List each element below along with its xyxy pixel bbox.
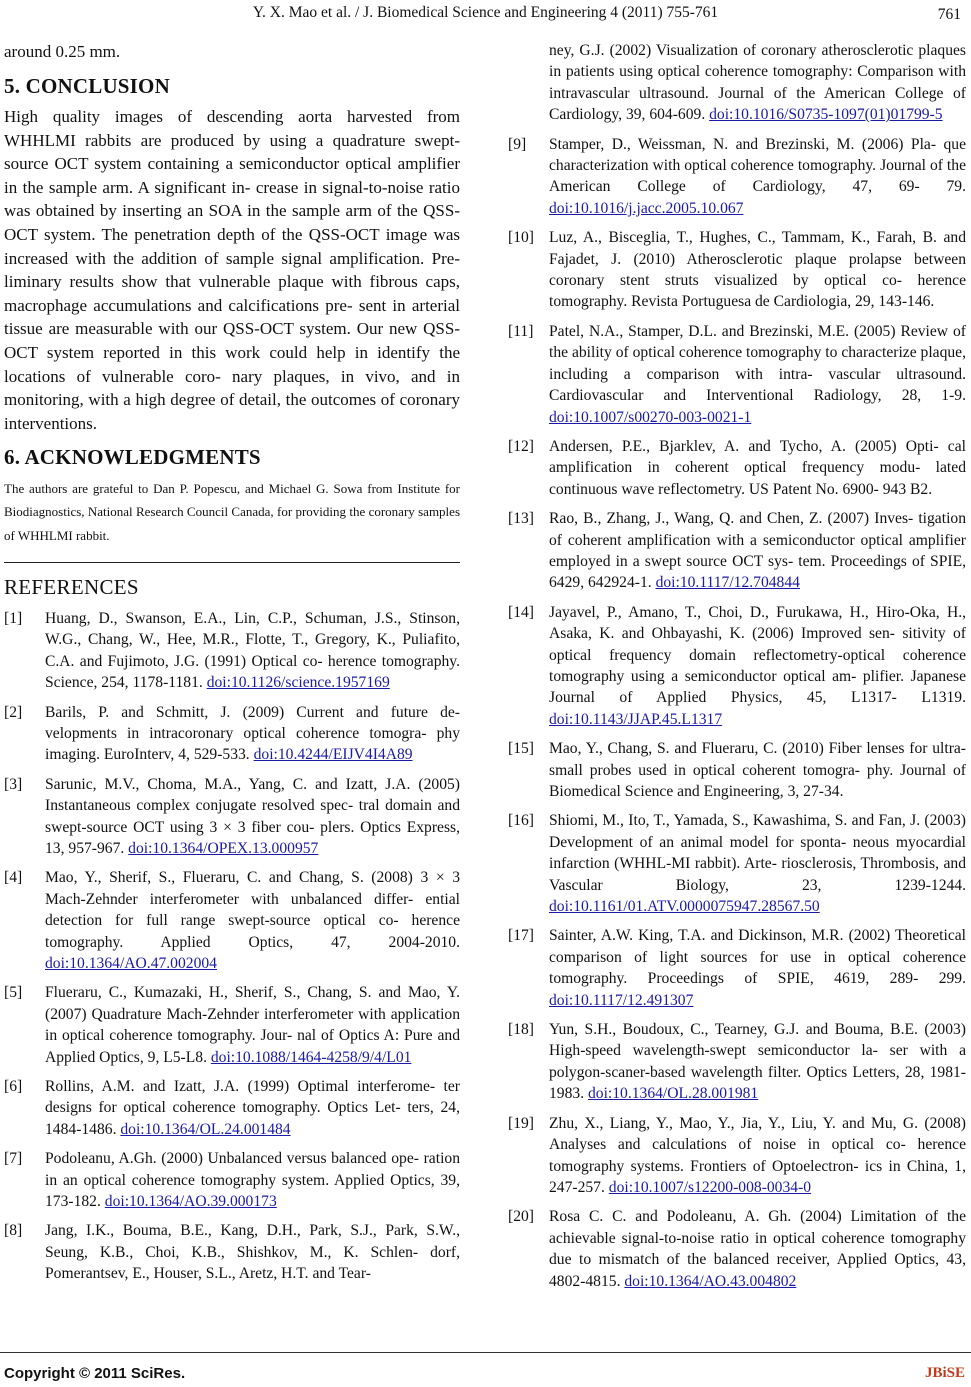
reference-text: Huang, D., Swanson, E.A., Lin, C.P., Schuman, J.S., Stinson, W.G., Chang, W., Hee, M.R., Flotte, T., Gregory, K., Puliafito, C.A. and Fujimoto, J.G. (1991) Optical co- herence tomography. Science, 254, 1178-1181. xyxy=(45,609,460,692)
reference-item xyxy=(4,1148,460,1212)
reference-item xyxy=(508,321,966,428)
conclusion-text: High quality images of descending aorta harvested from WHHLMI rabbits are produced by using a quadrature swept-source OCT system containing a semiconductor optical amplifier in the sample arm. A significant in- crease in signal-to-noise ratio was obtained by inserting an SOA in the sample arm of the QSS-OCT system. The penetration depth of the QSS-OCT image was increased with the addition of sample signal amplification. Pre- liminary results show that vulnerable plaque with fibrous caps, macrophage accumulations and calcifications pre- sent in arterial tissue are measurable with our QSS-OCT system. Our new QSS-OCT system reported in this work could help in identify the locations of vulnerable coro- nary plaques, in vivo, and in monitoring, with a high degree of detail, the outcomes of coronary interventions. xyxy=(4,107,460,433)
reference-item xyxy=(508,810,966,917)
reference-text: Mao, Y., Sherif, S., Flueraru, C. and Chang, S. (2008) 3 × 3 Mach-Zehnder interferometer with unbalanced differ- ential detection for full range swept-source optical co- herence tomography. Applied Optics, 47, 2004-2010. xyxy=(45,869,460,951)
doi-link[interactable]: doi:10.1007/s00270-003-0021-1 xyxy=(549,408,752,426)
reference-text: Rao, B., Zhang, J., Wang, Q. and Chen, Z. (2007) Inves- tigation of coherent amplification with a semiconductor optical amplifier employed in a swept source OCT sys- tem. Proceedings of SPIE, 6429, 642924-1. xyxy=(549,510,966,592)
right-column xyxy=(508,40,966,1300)
doi-link[interactable]: doi:10.1143/JJAP.45.L1317 xyxy=(549,710,723,728)
reference-number: [19] xyxy=(508,1114,534,1132)
reference-item xyxy=(508,40,966,126)
doi-link[interactable]: doi:10.1117/12.704844 xyxy=(655,574,800,592)
reference-item xyxy=(4,702,460,766)
reference-item xyxy=(508,925,966,1011)
reference-number: [18] xyxy=(508,1021,534,1039)
reference-text: Luz, A., Bisceglia, T., Hughes, C., Tammam, K., Farah, B. and Fajadet, J. (2010) Atherosclerotic plaque prolapse between coronary stent struts visualized by optical co- herence tomography. Revista Portuguesa de Cardiologia, 29, 143-146. xyxy=(549,229,966,311)
reference-item xyxy=(508,436,966,500)
doi-link[interactable]: doi:10.1364/OPEX.13.000957 xyxy=(128,839,319,857)
doi-link[interactable]: doi:10.1364/AO.43.004802 xyxy=(624,1272,797,1290)
reference-item xyxy=(508,227,966,313)
reference-number: [9] xyxy=(508,135,527,153)
reference-item xyxy=(508,508,966,594)
doi-link[interactable]: doi:10.1364/OL.28.001981 xyxy=(587,1085,759,1103)
reference-number xyxy=(508,40,549,126)
reference-text: Stamper, D., Weissman, N. and Brezinski, M. (2006) Pla- que characterization with optical coherence tomography. Journal of the American College of Cardiology, 47, 69- 79. xyxy=(549,135,966,196)
reference-text: Flueraru, C., Kumazaki, H., Sherif, S., Chang, S. and Mao, Y. (2007) Quadrature Mach-Zehnder interferometer with application in optical coherence tomography. Jour- nal of Optics A: Pure and Applied Optics, 9, L5-L8. xyxy=(45,984,460,1066)
doi-link[interactable]: doi:10.1364/AO.39.000173 xyxy=(104,1193,277,1211)
doi-link[interactable]: doi:10.4244/EIJV4I4A89 xyxy=(253,746,413,764)
reference-text: Yun, S.H., Boudoux, C., Tearney, G.J. and Bouma, B.E. (2003) High-speed wavelength-swept semiconductor la- ser with a polygon-scaner-based wavelength filter. Optics Letters, 28, 1981-1983. xyxy=(549,1021,966,1103)
reference-text: Patel, N.A., Stamper, D.L. and Brezinski, M.E. (2005) Review of the ability of optical coherence tomography to characterize plaque, including a comparison with intra- vascular ultrasound. Cardiovascular and Interventional Radiology, 28, 1-9. xyxy=(549,322,966,405)
reference-text: Podoleanu, A.Gh. (2000) Unbalanced versus balanced ope- ration in an optical coherence tomography system. Applied Optics, 39, 173-182. xyxy=(45,1150,460,1211)
reference-text: Jang, I.K., Bouma, B.E., Kang, D.H., Park, S.J., Park, S.W., Seung, K.B., Choi, K.B., Shishkov, M., K. Schlen- dorf, Pomerantsev, E., Houser, S.L., Aretz, H.T. and Tear- xyxy=(45,1222,460,1283)
reference-number: [5] xyxy=(4,984,23,1002)
page-number: 761 xyxy=(937,6,961,23)
reference-number: [10] xyxy=(508,229,534,247)
reference-item xyxy=(4,1076,460,1140)
reference-number: [14] xyxy=(508,603,534,621)
reference-item xyxy=(508,1206,966,1292)
reference-number: [7] xyxy=(4,1150,23,1168)
reference-text: Shiomi, M., Ito, T., Yamada, S., Kawashima, S. and Fan, J. (2003) Development of an animal model for sponta- neous myocardial infarction (WHHL-MI rabbit). Arte- riosclerosis, Thrombosis, and Vascular Biology, 23, 1239-1244. xyxy=(549,812,966,894)
journal-abbreviation: JBiSE xyxy=(924,1365,965,1381)
reference-text: Sarunic, M.V., Choma, M.A., Yang, C. and Izatt, J.A. (2005) Instantaneous complex conjugate resolved spec- tral domain and swept-source OCT using 3 × 3 fiber cou- plers. Optics Express, 13, 957-967. xyxy=(45,775,460,857)
reference-item xyxy=(4,774,460,860)
reference-text: Zhu, X., Liang, Y., Mao, Y., Jia, Y., Liu, Y. and Mu, G. (2008) Analyses and calculations of noise in optical co- herence tomography systems. Frontiers of Optoelectron- ics in China, 1, 247-257. xyxy=(549,1114,966,1196)
reference-number: [15] xyxy=(508,740,534,758)
page-header xyxy=(0,0,971,30)
reference-item xyxy=(4,1220,460,1284)
reference-number: [1] xyxy=(4,609,23,627)
reference-number: [2] xyxy=(4,703,23,721)
reference-item xyxy=(508,1113,966,1199)
reference-number: [8] xyxy=(4,1222,23,1240)
reference-text: Rollins, A.M. and Izatt, J.A. (1999) Optimal interferome- ter designs for optical coherence tomography. Optics Let- ters, 24, 1484-1486. xyxy=(45,1078,460,1138)
reference-item xyxy=(508,602,966,730)
acknowledgments-heading: 6. ACKNOWLEDGMENTS xyxy=(4,445,261,470)
reference-number: [6] xyxy=(4,1078,23,1096)
running-title: Y. X. Mao et al. / J. Biomedical Science and Engineering 4 (2011) 755-761 xyxy=(252,4,719,21)
reference-item xyxy=(508,738,966,802)
doi-link[interactable]: doi:10.1007/s12200-008-0034-0 xyxy=(608,1178,812,1196)
references-list-left xyxy=(4,608,460,1285)
reference-text: Rosa C. C. and Podoleanu, A. Gh. (2004) Limitation of the achievable signal-to-noise ratio in optical coherence tomography due to mismatch of the balanced receiver, Applied Optics, 43, 4802-4815. xyxy=(549,1208,966,1290)
lead-text: around 0.25 mm. xyxy=(4,42,121,61)
doi-link[interactable]: doi:10.1117/12.491307 xyxy=(549,991,694,1009)
reference-item xyxy=(4,608,460,694)
doi-link[interactable]: doi:10.1016/j.jacc.2005.10.067 xyxy=(549,199,744,217)
references-heading: REFERENCES xyxy=(4,574,139,599)
copyright-notice: Copyright © 2011 SciRes. xyxy=(4,1365,186,1382)
acknowledgments-text: The authors are grateful to Dan P. Popescu, and Michael G. Sowa from Institute for Biodiagnostics, National Research Council Canada, for providing the coronary samples of WHHLMI rabbit. xyxy=(4,480,460,543)
reference-number: [13] xyxy=(508,510,534,528)
references-list-right xyxy=(508,40,966,1292)
doi-link[interactable]: doi:10.1161/01.ATV.0000075947.28567.50 xyxy=(549,898,820,916)
reference-text: Sainter, A.W. King, T.A. and Dickinson, M.R. (2002) Theoretical comparison of light sources for use in optical coherence tomography. Proceedings of SPIE, 4619, 289- 299. xyxy=(549,927,966,988)
reference-number: [3] xyxy=(4,775,23,793)
reference-text: Jayavel, P., Amano, T., Choi, D., Furukawa, H., Hiro-Oka, H., Asaka, K. and Ohbayashi, K. (2006) Improved sen- sitivity of optical frequency domain reflectometry-optical coherence tomography using a semiconductor optical am- plifier. Japanese Journal of Applied Physics, 45, L1317- L1319. xyxy=(549,603,966,707)
section-divider xyxy=(4,562,460,563)
reference-text: ney, G.J. (2002) Visualization of coronary atherosclerotic plaques in patients using optical coherence tomography: Comparison with intravascular ultrasound. Journal of the American College of Cardiology, 39, 604-609. xyxy=(549,42,966,124)
reference-number: [11] xyxy=(508,322,534,340)
reference-text: Andersen, P.E., Bjarklev, A. and Tycho, A. (2005) Opti- cal amplification in coherent optical frequency modu- lated continuous wave reflectometry. US Patent No. 6900- 943 B2. xyxy=(549,437,966,498)
reference-text: Barils, P. and Schmitt, J. (2009) Current and future de- velopments in intracoronary optical coherence tomogra- phy imaging. EuroInterv, 4, 529-533. xyxy=(45,703,460,764)
reference-item xyxy=(508,1019,966,1105)
reference-item xyxy=(4,867,460,974)
reference-number: [16] xyxy=(508,812,534,830)
reference-number: [20] xyxy=(508,1208,534,1226)
page-footer xyxy=(0,1352,971,1387)
doi-link[interactable]: doi:10.1126/science.1957169 xyxy=(206,674,390,692)
reference-item xyxy=(508,134,966,220)
doi-link[interactable]: doi:10.1364/AO.47.002004 xyxy=(45,955,217,972)
reference-text: Mao, Y., Chang, S. and Flueraru, C. (2010) Fiber lenses for ultra-small probes used in optical coherent tomogra- phy. Journal of Biomedical Science and Engineering, 3, 27-34. xyxy=(549,740,966,800)
doi-link[interactable]: doi:10.1364/OL.24.001484 xyxy=(120,1120,291,1138)
reference-number: [12] xyxy=(508,437,534,455)
doi-link[interactable]: doi:10.1088/1464-4258/9/4/L01 xyxy=(210,1048,412,1066)
reference-item xyxy=(4,982,460,1068)
left-column xyxy=(4,40,460,1293)
doi-link[interactable]: doi:10.1016/S0735-1097(01)01799-5 xyxy=(709,106,943,124)
reference-number: [17] xyxy=(508,927,534,945)
conclusion-heading: 5. CONCLUSION xyxy=(4,73,170,98)
reference-number: [4] xyxy=(4,869,23,887)
